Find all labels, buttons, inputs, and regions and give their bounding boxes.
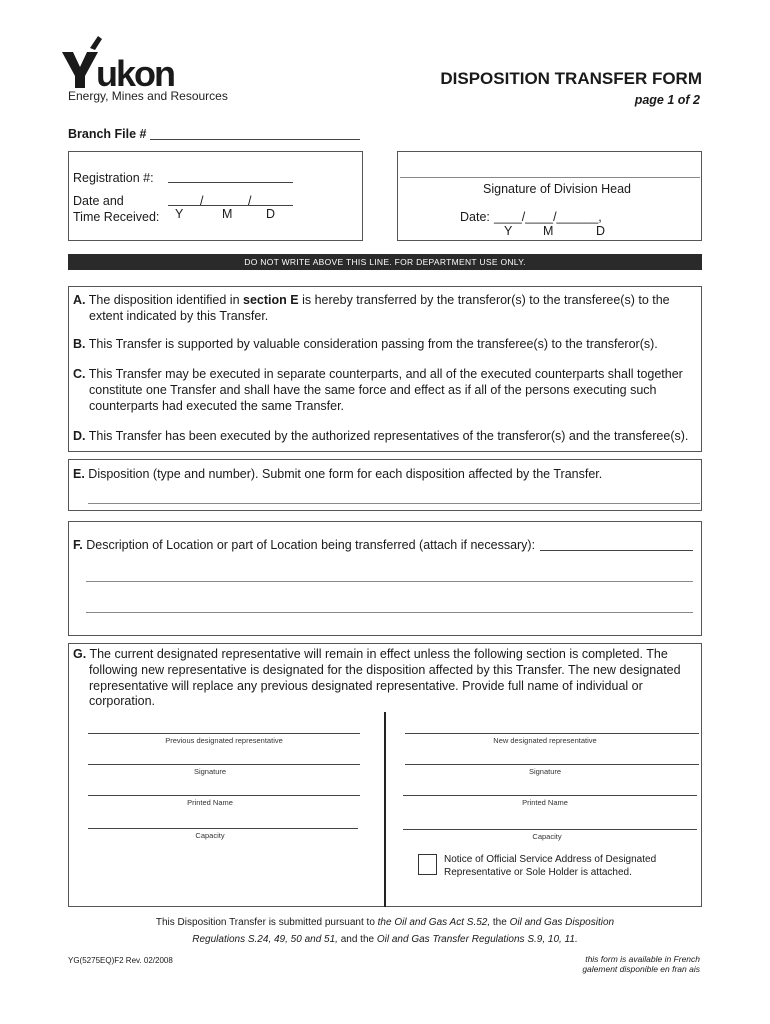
notice-text-1: Notice of Official Service Address of Designated [444,854,657,865]
footer-line-1a: This Disposition Transfer is submitted pursuant to [155,917,375,928]
department-name: Energy, Mines and Resources [68,89,228,103]
footer-line-1 [0,917,770,928]
section-f-letter: F. [73,538,83,552]
french-notice-2: galement disponible en fran ais [582,964,700,974]
svg-text:ukon: ukon [96,53,174,90]
new-capacity-label: Capacity [532,832,562,841]
clause-c-line-1 [73,367,683,381]
footer-line-2c: Oil and Gas Transfer Regulations S.9, 10, 11. [376,934,578,945]
previous-printed-name-field[interactable] [88,795,360,796]
footer-line-2 [0,934,770,945]
division-head-signature-line[interactable] [400,177,700,178]
section-f-field-2[interactable] [86,581,693,582]
yukon-logo-mark [60,34,190,90]
clause-c-line-2: constitute one Transfer and shall have the same force and effect as if all of the persons executing such [89,383,657,397]
branch-file-label: Branch File # [68,127,147,141]
division-head-date-label: Date: [460,210,490,224]
clause-a-line-1 [73,293,670,307]
ymd-m: M [222,207,233,221]
previous-printed-name-label: Printed Name [187,798,233,807]
page-indicator: page 1 of 2 [634,93,700,107]
french-notice-1: this form is available in French [585,954,700,964]
clause-d [73,429,688,443]
clause-d-text: This Transfer has been executed by the authorized representatives of the transferor(s) and the transferee(s). [88,429,689,443]
section-g-divider [384,712,386,907]
clause-c-text-1: This Transfer may be executed in separate counterparts, and all of the executed counterparts shall together [88,367,683,381]
clause-a-letter: A. [73,293,86,307]
yukon-logo [60,34,220,92]
date-slash-2: / [248,194,252,208]
new-signature-field[interactable] [405,764,699,765]
section-e-text: Disposition (type and number). Submit one form for each disposition affected by the Transfer. [88,467,603,481]
clause-a-bold: section E [243,293,299,307]
section-g-line-1 [73,647,668,661]
clause-a-line-2: extent indicated by this Transfer. [89,309,269,323]
section-g-line-2: following new representative is designated for the disposition affected by this Transfer. The new designated [89,663,681,677]
notice-checkbox[interactable] [418,854,437,875]
previous-signature-field[interactable] [88,764,360,765]
branch-file-field[interactable] [150,139,360,140]
ymd-d: D [266,207,276,221]
section-e-letter: E. [73,467,85,481]
section-g-text-1: The current designated representative will remain in effect unless the following section is completed. The [89,647,668,661]
clause-c-line-3: counterparts had executed the same Transfer. [89,399,345,413]
department-use-banner-text: DO NOT WRITE ABOVE THIS LINE. FOR DEPARTMENT USE ONLY. [244,257,526,267]
new-rep-field[interactable] [405,733,699,734]
clause-b-text: This Transfer is supported by valuable consideration passing from the transferee(s) to the transferor(s). [88,337,658,351]
previous-rep-field[interactable] [88,733,360,734]
section-f-field-3[interactable] [86,612,693,613]
section-g-letter: G. [73,647,87,661]
clause-a-text-2: is hereby transferred by the transferor(s) to the transferee(s) to the [302,293,670,307]
new-printed-name-field[interactable] [403,795,697,796]
date-received-field[interactable] [168,205,293,206]
clause-d-letter: D. [73,429,86,443]
clause-c-letter: C. [73,367,86,381]
new-printed-name-label: Printed Name [522,798,568,807]
department-use-banner [68,254,702,270]
previous-capacity-label: Capacity [195,831,225,840]
division-head-ymd-d: D [596,224,606,238]
new-capacity-field[interactable] [403,829,697,830]
previous-signature-label: Signature [193,767,227,776]
footer-line-1c: the [492,917,507,928]
section-e-heading [73,467,602,481]
previous-rep-label: Previous designated representative [165,736,283,745]
date-slash-1: / [200,194,204,208]
notice-text-2: Representative or Sole Holder is attached. [444,867,632,878]
footer-line-1d: Oil and Gas Disposition [509,917,615,928]
section-e-field[interactable] [88,503,700,504]
section-f-text: Description of Location or part of Location being transferred (attach if necessary): [86,538,536,552]
new-rep-label: New designated representative [493,736,597,745]
new-signature-label: Signature [528,767,562,776]
clause-a-text-1: The disposition identified in [88,293,240,307]
form-code: YG(5275EQ)F2 Rev. 02/2008 [68,956,173,965]
date-received-label-2: Time Received: [73,210,160,224]
division-head-ymd-y: Y [504,224,513,238]
previous-capacity-field[interactable] [88,828,358,829]
footer-line-2a: Regulations S.24, 49, 50 and 51, [192,934,338,945]
ymd-y: Y [175,207,184,221]
section-f-heading [73,538,535,552]
registration-field[interactable] [168,182,293,183]
date-received-label-1: Date and [73,194,124,208]
clause-b [73,337,658,351]
clause-b-letter: B. [73,337,86,351]
footer-line-2b: and the [340,934,375,945]
footer-line-1b: the Oil and Gas Act S.52, [377,917,491,928]
division-head-signature-label: Signature of Division Head [483,182,631,196]
division-head-date-field[interactable]: ____/____/______, [494,210,602,224]
division-head-ymd-m: M [543,224,554,238]
section-f-field-1[interactable] [540,550,693,551]
form-title: DISPOSITION TRANSFER FORM [440,69,702,88]
section-g-line-3: representative will replace any previous designated representative. Provide full name of individual or [89,679,643,693]
registration-label: Registration #: [73,171,154,185]
section-g-line-4: corporation. [89,694,156,708]
